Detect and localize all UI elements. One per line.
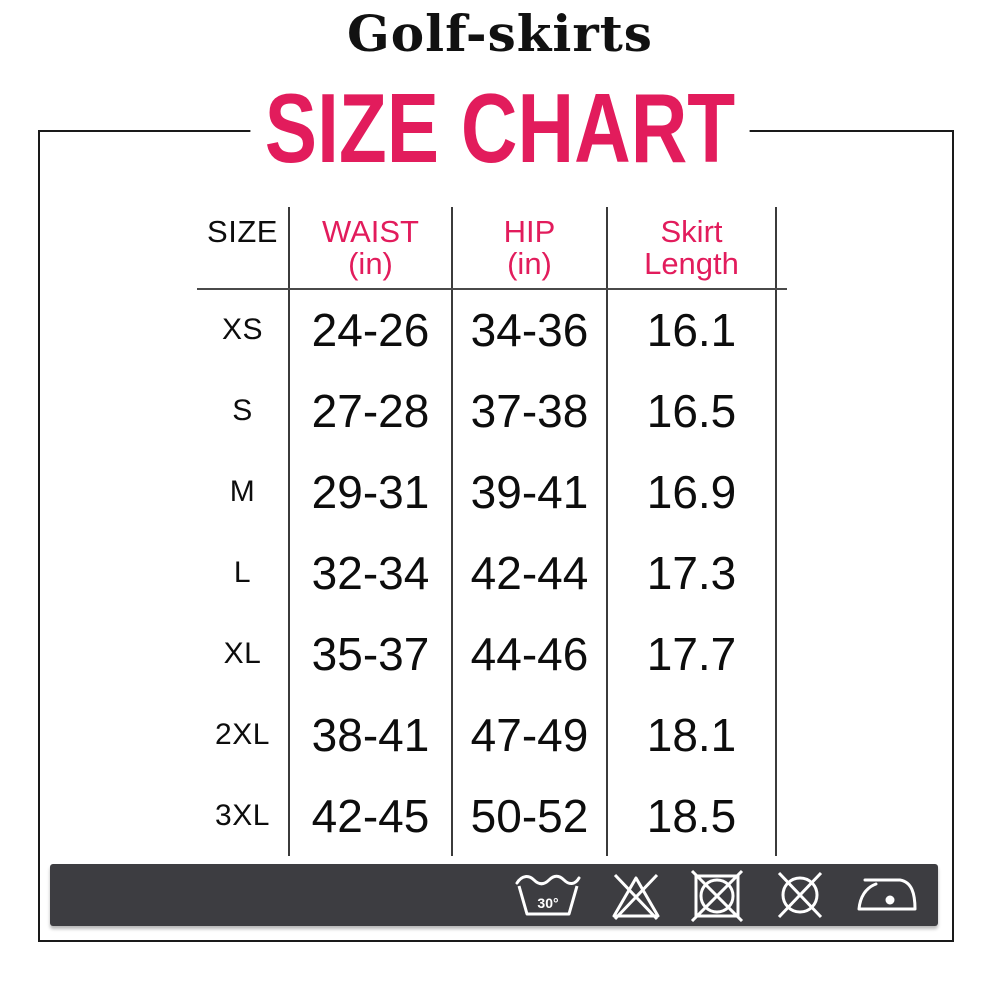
care-instructions-bar — [50, 864, 938, 926]
hip-value: 42-44 — [453, 532, 608, 613]
size-label: 3XL — [197, 775, 290, 856]
waist-value: 27-28 — [290, 370, 453, 451]
waist-value: 29-31 — [290, 451, 453, 532]
column-header-size: SIZE — [197, 207, 290, 289]
do-not-dry-clean-icon — [770, 868, 830, 922]
hip-value: 37-38 — [453, 370, 608, 451]
hip-value: 47-49 — [453, 694, 608, 775]
size-label: L — [197, 532, 290, 613]
waist-value: 38-41 — [290, 694, 453, 775]
column-header-skirt-length: Skirt Length — [608, 207, 777, 289]
hip-value: 39-41 — [453, 451, 608, 532]
length-value: 18.1 — [608, 694, 777, 775]
iron-low-heat-icon — [854, 871, 920, 919]
wash-temp-label: 30° — [537, 895, 559, 911]
column-header-hip: HIP (in) — [453, 207, 608, 289]
size-table — [197, 207, 777, 856]
hip-value: 44-46 — [453, 613, 608, 694]
size-label: XL — [197, 613, 290, 694]
length-value: 17.7 — [608, 613, 777, 694]
waist-value: 32-34 — [290, 532, 453, 613]
page-title — [0, 73, 1000, 183]
length-value: 16.9 — [608, 451, 777, 532]
hip-value: 34-36 — [453, 289, 608, 370]
page-title-text: SIZE CHART — [250, 79, 749, 177]
size-label: XS — [197, 289, 290, 370]
length-value: 16.1 — [608, 289, 777, 370]
hip-value: 50-52 — [453, 775, 608, 856]
size-label: M — [197, 451, 290, 532]
header-underline — [197, 288, 787, 290]
size-label: 2XL — [197, 694, 290, 775]
size-label: S — [197, 370, 290, 451]
length-value: 16.5 — [608, 370, 777, 451]
waist-value: 35-37 — [290, 613, 453, 694]
length-value: 17.3 — [608, 532, 777, 613]
do-not-tumble-dry-icon — [688, 868, 746, 922]
do-not-bleach-icon — [608, 869, 664, 921]
waist-value: 24-26 — [290, 289, 453, 370]
machine-wash-30-icon — [512, 870, 584, 920]
length-value: 18.5 — [608, 775, 777, 856]
brand-title: Golf-skirts — [347, 4, 653, 63]
waist-value: 42-45 — [290, 775, 453, 856]
column-header-waist: WAIST (in) — [290, 207, 453, 289]
